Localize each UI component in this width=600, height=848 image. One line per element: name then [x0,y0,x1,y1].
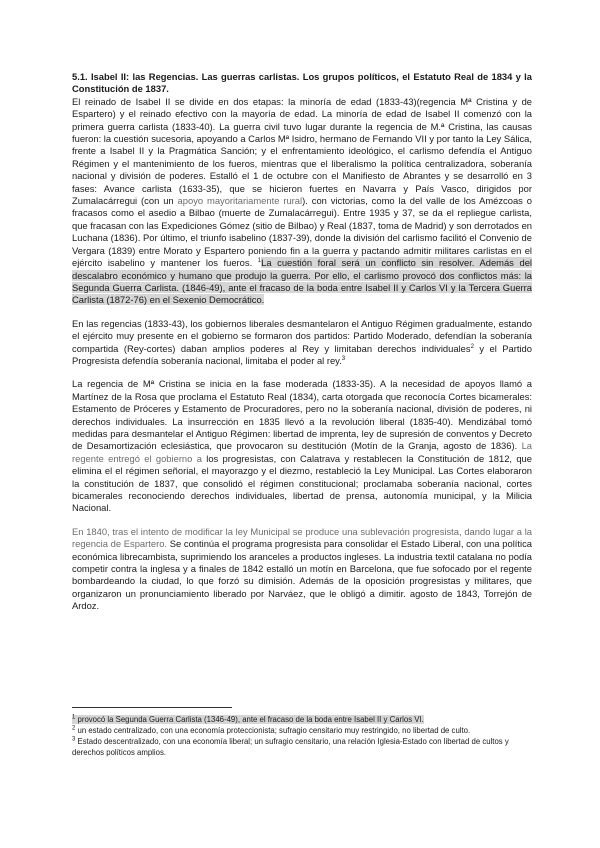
paragraph-espartero [72,526,532,613]
paragraph-text-continued: y el Partido Progresista defendía soberanía nacional, limitaba el poder al rey. [72,342,532,366]
paragraph-text: La regencia de Mª Cristina se inicia en la fase moderada (1833-35). A la necesidad de apoyos llamó a Martínez de la Rosa que proclama el Estatuto Real (1834), carta otorgada que reconocía Cortes bicamerales: Estamento de Próceres y Estamento de Procuradores, pero no la soberanía nacional, división de poderes, ni derechos individuales. La insurrección en 1835 llevó a la revolución liberal (1835-40). Mendizábal tomó medidas para desmantelar el Antiguo Régimen: libertad de imprenta, ley de supresión de conventos y Decreto de Desamortización eclesiástica, que provocaron su destitución (Motín de la Granja, agosto de 1836). [72,378,532,452]
paragraph-text-continued: los progresistas, con Calatrava y restablecen la Constitución de 1812, que elimina el el régimen señorial, el mayorazgo y el diezmo, restableció la Ley Municipal. Las Cortes elaboraron la constitución de 1837, que consolidó el régimen constitucional; proclamaba soberanía nacional, cortes bicamerales reconociendo derechos individuales, libertad de prensa, autonomía municipal, y la Milicia Nacional. [72,452,532,514]
paragraph-regencies [72,318,532,368]
paragraph-text: En las regencias (1833-43), los gobiernos liberales desmantelaron el Antiguo Régimen gradualmente, estando el ejército muy presente en el gobierno se formaron dos partidos: Partido Moderado, defendían la soberanía compartida (Rey-cortes) daban amplios poderes al Rey y limitaban derechos individuales [72,317,532,354]
footnotes [72,707,532,758]
paragraph-carlist-war [72,96,532,307]
document-body [72,71,532,613]
highlighted-text: La cuestión foral será un conflicto sin resolver. Además del descalabro económico y humano que produjo la guerra. Por ello, el carlismo provocó dos conflictos más: la Segunda Guerra Carlista. (1846-49), ante el fracaso de la boda entre Isabel II y Carlos VI y la Tercera Guerra Carlista (1872-76) en el Sexenio Democrático. [72,257,532,306]
muted-text: apoyo mayoritariamente rural [177,195,303,207]
footnote-number: 1 [72,714,76,721]
paragraph-text: El reinado de Isabel II se divide en dos etapas: la minoría de edad (1833-43)(regencia Mª Cristina y de Espartero) y el reinado efectivo con la mayoría de edad. La minoría de edad de Isabel II comenzó con la primera guerra carlista (1833-40). La guerra civil tuvo lugar durante la regencia de M.ª Cristina, las causas fueron: la cuestión sucesoria, apoyando a Carlos Mª Isidro, hermano de Fernando VII y por tanto la Ley Sálica, frente a Isabel II y la Pragmática Sanción; y el enfrentamiento ideológico, el carlismo defendía el Antiguo Régimen y el mantenimiento de los fueros, mientras que el liberalismo la política centralizadora, soberanía nacional y división de poderes. Estalló el 1 de octubre con el Manifiesto de Abrantes y se desarrolló en 3 fases: Avance carlista (1633-35), que se hicieron fuertes en Navarra y País Vasco, dirigidos por Zumalacárregui (con un [72,95,532,207]
footnote-ref-2[interactable]: 2 [470,343,474,350]
muted-text: En 1840, tras el intento de modificar la ley Municipal se produce una sublevación progresista, dando lugar a la regencia de Espartero. [72,525,532,550]
footnote-divider [72,707,232,708]
footnote-number: 3 [72,736,76,743]
footnote-1 [72,714,532,725]
footnote-text: provocó la Segunda Guerra Carlista (1346-49), ante el fracaso de la boda entre Isabel II y Carlos VI. [75,715,424,724]
footnote-ref-1[interactable]: 1 [257,257,262,264]
footnote-2 [72,725,532,736]
paragraph-text-continued: ). con victorias, como la del valle de los Amézcoas o fracasos como el asedio a Bilbao (muerte de Zumalacárregui). Entre 1935 y 37, se da el repliegue carlista, que fracasan con las Expediciones Gómez (sitio de Bilbao) y Real (1837, toma de Madrid) y son derrotados en Luchana (1836). Por último, el triunfo isabelino (1837-39), donde la división del carlismo facilitó el Convenio de Vergara (1839) entre Morato y Espartero poniendo fin a la guerra y pactando admitir militares carlistas en el ejército isabelino y mantener los fueros. [72,195,532,269]
paragraph-maria-cristina [72,378,532,514]
muted-text: La regente entregó el gobierno a [72,440,532,464]
footnote-3 [72,736,532,758]
paragraph-text: Se continúa el programa progresista para consolidar el Estado Liberal, con una política económica librecambista, suprimiendo los aranceles a productos ingleses. La industria textil catalana no podía competir contra la inglesa y a finales de 1842 estalló un motín en Barcelona, que fue sofocado por el regente bombardeando la ciudad, lo que forzó su dimisión. Además de la oposición progresistas y militares, que organizaron un pronunciamiento liberado por Narváez, que le obligó a dimitir. agosto de 1843, Torrejón de Ardoz. [72,538,532,612]
footnote-number: 2 [72,725,76,732]
footnote-text: Estado descentralizado, con una economía liberal; un sufragio censitario, una relación Iglesia-Estado con libertad de cultos y derechos políticos amplios. [72,737,509,757]
footnote-ref-3[interactable]: 3 [341,355,346,362]
section-heading: 5.1. Isabel II: las Regencias. Las guerras carlistas. Los grupos políticos, el Estatuto Real de 1834 y la Constitución de 1837. [72,71,532,95]
footnote-text: un estado centralizado, con una economía proteccionista; sufragio censitario muy restringido, no libertad de culto. [75,726,471,735]
